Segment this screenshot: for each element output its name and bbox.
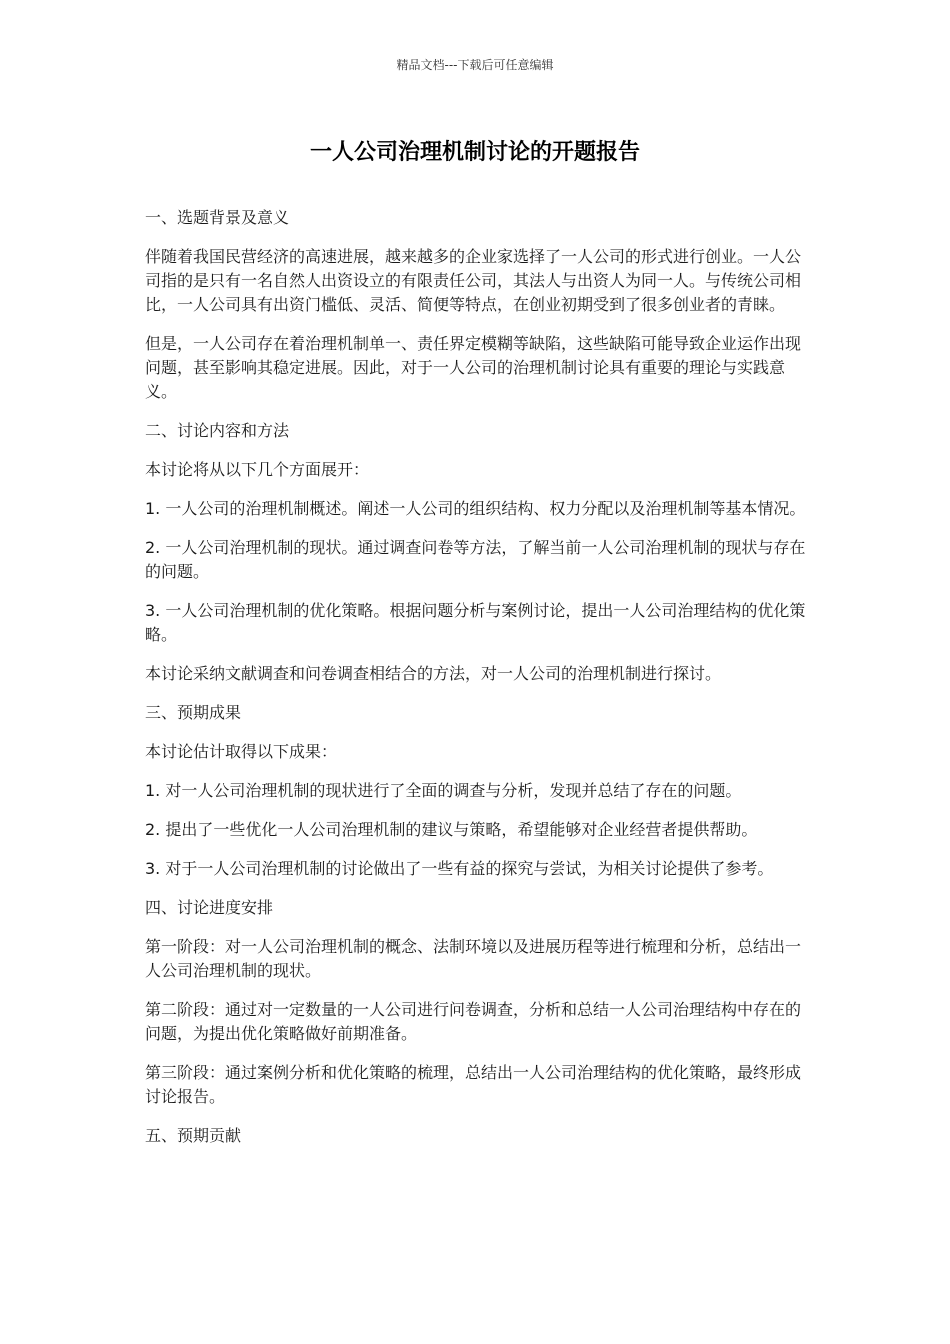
list-item: 1. 对一人公司治理机制的现状进行了全面的调查与分析，发现并总结了存在的问题。 <box>145 781 742 800</box>
section-heading: 一、选题背景及意义 <box>145 208 290 227</box>
section-heading: 五、预期贡献 <box>145 1126 242 1145</box>
paragraph: 本讨论将从以下几个方面展开： <box>145 460 370 479</box>
page-header: 精品文档---下载后可任意编辑 <box>396 58 554 72</box>
list-item: 2. 一人公司治理机制的现状。通过调查问卷等方法，了解当前一人公司治理机制的现状与存在的问题。 <box>145 538 806 581</box>
list-item: 3. 对于一人公司治理机制的讨论做出了一些有益的探究与尝试，为相关讨论提供了参考。 <box>145 859 774 878</box>
list-item: 1. 一人公司的治理机制概述。阐述一人公司的组织结构、权力分配以及治理机制等基本情况。 <box>145 499 806 518</box>
document-title: 一人公司治理机制讨论的开题报告 <box>309 140 640 165</box>
section-heading: 三、预期成果 <box>145 703 242 722</box>
list-item: 3. 一人公司治理机制的优化策略。根据问题分析与案例讨论，提出一人公司治理结构的优化策略。 <box>145 601 806 644</box>
section-heading: 四、讨论进度安排 <box>145 898 274 917</box>
list-item: 2. 提出了一些优化一人公司治理机制的建议与策略，希望能够对企业经营者提供帮助。 <box>145 820 758 839</box>
paragraph: 本讨论估计取得以下成果： <box>145 742 338 761</box>
document-body <box>145 206 815 1163</box>
paragraph: 第二阶段：通过对一定数量的一人公司进行问卷调查，分析和总结一人公司治理结构中存在的问题，为提出优化策略做好前期准备。 <box>145 1000 802 1043</box>
paragraph: 本讨论采纳文献调查和问卷调查相结合的方法，对一人公司的治理机制进行探讨。 <box>145 664 722 683</box>
section-heading: 二、讨论内容和方法 <box>145 421 290 440</box>
paragraph: 第三阶段：通过案例分析和优化策略的梳理，总结出一人公司治理结构的优化策略，最终形成讨论报告。 <box>145 1063 802 1106</box>
paragraph: 伴随着我国民营经济的高速进展，越来越多的企业家选择了一人公司的形式进行创业。一人公司指的是只有一名自然人出资设立的有限责任公司，其法人与出资人为同一人。与传统公司相比，一人公司具有出资门槛低、灵活、简便等特点，在创业初期受到了很多创业者的青睐。 <box>145 247 802 314</box>
paragraph: 第一阶段：对一人公司治理机制的概念、法制环境以及进展历程等进行梳理和分析，总结出一人公司治理机制的现状。 <box>145 937 802 980</box>
paragraph: 但是，一人公司存在着治理机制单一、责任界定模糊等缺陷，这些缺陷可能导致企业运作出现问题，甚至影响其稳定进展。因此，对于一人公司的治理机制讨论具有重要的理论与实践意义。 <box>145 334 802 401</box>
